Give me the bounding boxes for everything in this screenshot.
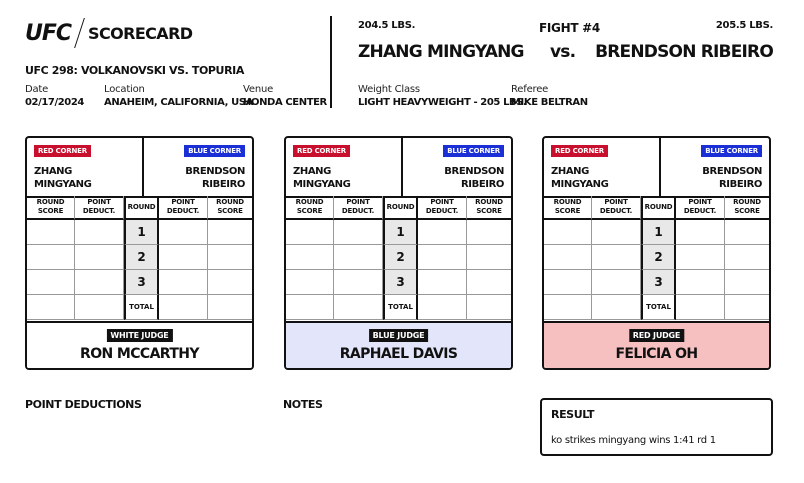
red-corner-fighter: [293, 165, 350, 191]
round-number: 3: [641, 270, 676, 295]
red-round-score-cell[interactable]: [27, 220, 75, 245]
red-point-deduct-cell[interactable]: [75, 245, 124, 270]
blue-total-deduct-cell[interactable]: [159, 295, 208, 320]
date-label: Date: [25, 84, 49, 95]
red-round-score-cell[interactable]: [286, 245, 334, 270]
red-first-name: ZHANG: [293, 166, 331, 177]
blue-round-score-cell[interactable]: [725, 245, 769, 270]
blue-fighter-name: BRENDSON RIBEIRO: [595, 42, 773, 62]
result-box: [540, 398, 773, 456]
red-round-score-cell[interactable]: [286, 220, 334, 245]
red-point-deduct-cell[interactable]: [592, 220, 641, 245]
round-row: [286, 220, 511, 245]
blue-point-deduct-cell[interactable]: [418, 220, 467, 245]
blue-first-name: BRENDSON: [702, 166, 762, 177]
round-row: [27, 220, 252, 245]
judge-name: FELICIA OH: [615, 346, 698, 362]
round-header: ROUND: [641, 196, 676, 220]
round-header: ROUND: [124, 196, 159, 220]
total-label: TOTAL: [124, 295, 159, 320]
blue-total-cell[interactable]: [467, 295, 511, 320]
blue-round-score-cell[interactable]: [208, 220, 252, 245]
scorecard-header: [27, 138, 252, 198]
judge-scorecard-2: [284, 136, 513, 370]
blue-corner-fighter: [185, 165, 245, 191]
blue-point-deduct-cell[interactable]: [676, 220, 725, 245]
header-mid-divider: [659, 138, 661, 196]
date-value: 02/17/2024: [25, 97, 84, 108]
judge-box: [544, 321, 769, 370]
weight-class-label: Weight Class: [358, 84, 420, 95]
round-number: 1: [383, 220, 418, 245]
red-round-score-cell[interactable]: [544, 245, 592, 270]
red-round-score-cell[interactable]: [286, 270, 334, 295]
round-row: [286, 245, 511, 270]
red-point-deduct-cell[interactable]: [592, 245, 641, 270]
blue-point-deduct-cell[interactable]: [676, 270, 725, 295]
red-round-score-header: ROUND SCORE: [544, 196, 592, 220]
score-grid-header: [27, 196, 252, 220]
red-point-deduct-cell[interactable]: [75, 270, 124, 295]
red-round-score-cell[interactable]: [27, 245, 75, 270]
round-header: ROUND: [383, 196, 418, 220]
point-deductions-heading: POINT DEDUCTIONS: [25, 398, 142, 411]
red-fighter-name: ZHANG MINGYANG: [358, 42, 524, 62]
blue-point-deduct-header: POINT DEDUCT.: [159, 196, 208, 220]
blue-fighter-weight: 205.5 LBS.: [715, 20, 773, 31]
red-round-score-header: ROUND SCORE: [27, 196, 75, 220]
header-mid-divider: [142, 138, 144, 196]
header-mid-divider: [401, 138, 403, 196]
fight-number: FIGHT #4: [539, 21, 600, 35]
blue-point-deduct-cell[interactable]: [676, 245, 725, 270]
blue-point-deduct-cell[interactable]: [418, 270, 467, 295]
scorecard-title: SCORECARD: [88, 23, 193, 43]
blue-last-name: RIBEIRO: [719, 179, 762, 190]
judge-box: [27, 321, 252, 370]
red-fighter-weight: 204.5 LBS.: [358, 20, 416, 31]
round-row: [544, 220, 769, 245]
red-corner-badge: RED CORNER: [293, 145, 350, 157]
round-row: [544, 245, 769, 270]
judge-role-badge: WHITE JUDGE: [106, 329, 172, 342]
blue-first-name: BRENDSON: [444, 166, 504, 177]
red-total-deduct-cell[interactable]: [75, 295, 124, 320]
score-grid: [27, 196, 252, 320]
logo-divider: [74, 18, 85, 48]
blue-round-score-cell[interactable]: [208, 245, 252, 270]
header-divider: [330, 16, 332, 108]
round-number: 2: [383, 245, 418, 270]
red-last-name: MINGYANG: [34, 179, 92, 190]
judge-role-badge: BLUE JUDGE: [369, 329, 429, 342]
round-number: 1: [124, 220, 159, 245]
red-total-cell[interactable]: [544, 295, 592, 320]
location-label: Location: [104, 84, 145, 95]
blue-first-name: BRENDSON: [185, 166, 245, 177]
blue-total-cell[interactable]: [725, 295, 769, 320]
red-first-name: ZHANG: [551, 166, 589, 177]
round-number: 2: [641, 245, 676, 270]
round-row: [286, 270, 511, 295]
blue-round-score-cell[interactable]: [467, 220, 511, 245]
blue-round-score-cell[interactable]: [725, 270, 769, 295]
blue-round-score-cell[interactable]: [467, 245, 511, 270]
round-row: [544, 270, 769, 295]
total-row: [286, 295, 511, 320]
blue-round-score-cell[interactable]: [467, 270, 511, 295]
result-text: ko strikes mingyang wins 1:41 rd 1: [551, 435, 716, 446]
blue-corner-badge: BLUE CORNER: [184, 145, 245, 157]
red-corner-fighter: [34, 165, 91, 191]
round-row: [27, 270, 252, 295]
blue-round-score-header: ROUND SCORE: [467, 196, 511, 220]
red-point-deduct-cell[interactable]: [75, 220, 124, 245]
round-number: 3: [124, 270, 159, 295]
blue-corner-badge: BLUE CORNER: [701, 145, 762, 157]
blue-point-deduct-header: POINT DEDUCT.: [676, 196, 725, 220]
scorecard-header: [544, 138, 769, 198]
red-point-deduct-cell[interactable]: [592, 270, 641, 295]
blue-corner-badge: BLUE CORNER: [443, 145, 504, 157]
blue-last-name: RIBEIRO: [202, 179, 245, 190]
red-round-score-cell[interactable]: [544, 220, 592, 245]
judge-scorecard-1: [25, 136, 254, 370]
scorecard-header: [286, 138, 511, 198]
total-label: TOTAL: [641, 295, 676, 320]
blue-corner-fighter: [702, 165, 762, 191]
venue-value: HONDA CENTER: [243, 97, 327, 108]
score-grid-header: [544, 196, 769, 220]
blue-point-deduct-cell[interactable]: [418, 245, 467, 270]
score-grid: [544, 196, 769, 320]
red-last-name: MINGYANG: [293, 179, 351, 190]
red-point-deduct-cell[interactable]: [334, 220, 383, 245]
red-point-deduct-header: POINT DEDUCT.: [75, 196, 124, 220]
blue-total-deduct-cell[interactable]: [418, 295, 467, 320]
red-point-deduct-header: POINT DEDUCT.: [592, 196, 641, 220]
referee-value: MIKE BELTRAN: [511, 97, 588, 108]
ufc-scorecard-logo: [25, 18, 193, 48]
venue-label: Venue: [243, 84, 274, 95]
blue-round-score-header: ROUND SCORE: [208, 196, 252, 220]
red-total-deduct-cell[interactable]: [334, 295, 383, 320]
total-row: [544, 295, 769, 320]
blue-corner-fighter: [444, 165, 504, 191]
round-number: 2: [124, 245, 159, 270]
red-total-cell[interactable]: [27, 295, 75, 320]
score-grid: [286, 196, 511, 320]
blue-point-deduct-header: POINT DEDUCT.: [418, 196, 467, 220]
round-number: 1: [641, 220, 676, 245]
blue-total-deduct-cell[interactable]: [676, 295, 725, 320]
result-title: RESULT: [551, 408, 595, 421]
round-row: [27, 245, 252, 270]
red-round-score-cell[interactable]: [27, 270, 75, 295]
ufc-logo-text: UFC: [25, 20, 72, 46]
blue-last-name: RIBEIRO: [461, 179, 504, 190]
red-round-score-cell[interactable]: [544, 270, 592, 295]
notes-heading: NOTES: [283, 398, 323, 411]
red-point-deduct-header: POINT DEDUCT.: [334, 196, 383, 220]
referee-label: Referee: [511, 84, 549, 95]
total-row: [27, 295, 252, 320]
weight-class-value: LIGHT HEAVYWEIGHT - 205 LBS.: [358, 97, 527, 108]
red-round-score-header: ROUND SCORE: [286, 196, 334, 220]
judge-role-badge: RED JUDGE: [629, 329, 684, 342]
red-corner-badge: RED CORNER: [551, 145, 608, 157]
judge-name: RAPHAEL DAVIS: [339, 346, 458, 362]
red-total-deduct-cell[interactable]: [592, 295, 641, 320]
blue-point-deduct-cell[interactable]: [159, 270, 208, 295]
blue-round-score-cell[interactable]: [725, 220, 769, 245]
red-corner-fighter: [551, 165, 608, 191]
red-point-deduct-cell[interactable]: [334, 245, 383, 270]
score-grid-header: [286, 196, 511, 220]
blue-point-deduct-cell[interactable]: [159, 245, 208, 270]
judge-name: RON MCCARTHY: [80, 346, 199, 362]
blue-round-score-header: ROUND SCORE: [725, 196, 769, 220]
round-number: 3: [383, 270, 418, 295]
judge-scorecard-3: [542, 136, 771, 370]
judge-box: [286, 321, 511, 370]
blue-total-cell[interactable]: [208, 295, 252, 320]
red-first-name: ZHANG: [34, 166, 72, 177]
red-last-name: MINGYANG: [551, 179, 609, 190]
red-corner-badge: RED CORNER: [34, 145, 91, 157]
event-title: UFC 298: VOLKANOVSKI VS. TOPURIA: [25, 64, 244, 77]
vs-label: vs.: [550, 42, 576, 62]
location-value: ANAHEIM, CALIFORNIA, USA: [104, 97, 253, 108]
red-total-cell[interactable]: [286, 295, 334, 320]
blue-point-deduct-cell[interactable]: [159, 220, 208, 245]
blue-round-score-cell[interactable]: [208, 270, 252, 295]
total-label: TOTAL: [383, 295, 418, 320]
red-point-deduct-cell[interactable]: [334, 270, 383, 295]
